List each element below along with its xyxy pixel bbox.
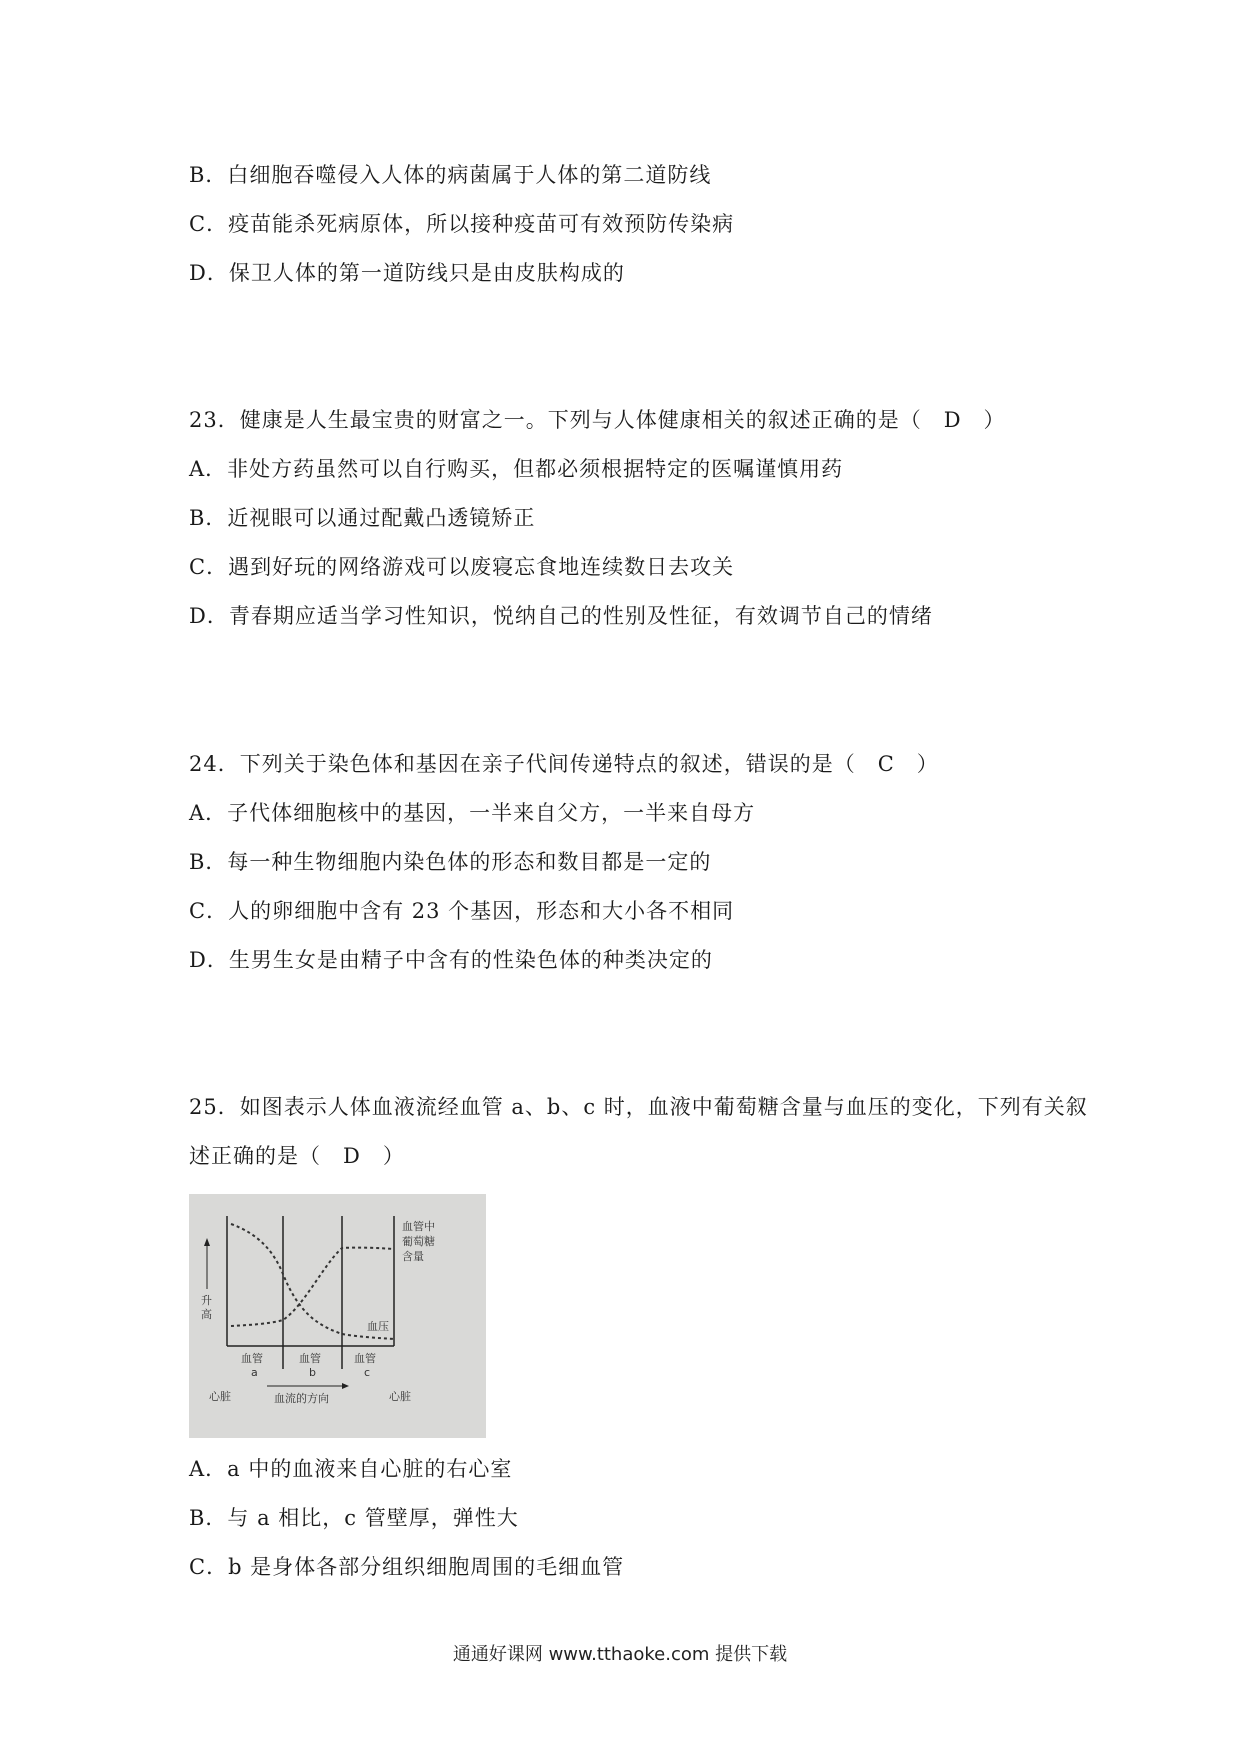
question-25-line-2: 述正确的是（ D ） (189, 1144, 405, 1168)
heart-right-label: 心脏 (389, 1390, 411, 1403)
option-25-b: B．与 a 相比，c 管壁厚，弹性大 (189, 1506, 519, 1530)
option-22-b: B．白细胞吞噬侵入人体的病菌属于人体的第二道防线 (189, 163, 712, 187)
vessel-c-letter: c (364, 1366, 371, 1379)
flow-direction-label: 血流的方向 (274, 1392, 329, 1405)
option-24-b: B．每一种生物细胞内染色体的形态和数目都是一定的 (189, 850, 712, 874)
option-24-d: D．生男生女是由精子中含有的性染色体的种类决定的 (189, 948, 713, 972)
vessel-b-label: 血管 (299, 1352, 321, 1365)
option-23-c: C．遇到好玩的网络游戏可以废寝忘食地连续数日去攻关 (189, 555, 735, 579)
question-24: 24．下列关于染色体和基因在亲子代间传递特点的叙述，错误的是（ C ） (189, 752, 939, 776)
option-23-b: B．近视眼可以通过配戴凸透镜矫正 (189, 506, 536, 530)
vessel-b-letter: b (309, 1366, 316, 1379)
option-24-c: C．人的卵细胞中含有 23 个基因，形态和大小各不相同 (189, 899, 735, 923)
pressure-label: 血压 (367, 1320, 389, 1333)
glucose-label-2: 葡萄糖 (402, 1235, 435, 1248)
question-23: 23．健康是人生最宝贵的财富之一。下列与人体健康相关的叙述正确的是（ D ） (189, 408, 1006, 432)
figure-background (189, 1194, 486, 1438)
page-footer: 通通好课网 www.tthaoke.com 提供下载 (452, 1644, 788, 1665)
option-25-a: A．a 中的血液来自心脏的右心室 (189, 1457, 513, 1481)
figure-diagram (189, 1194, 486, 1438)
option-22-d: D．保卫人体的第一道防线只是由皮肤构成的 (189, 261, 625, 285)
blood-vessel-figure (189, 1194, 486, 1438)
vessel-a-label: 血管 (241, 1352, 263, 1365)
vessel-c-label: 血管 (354, 1352, 376, 1365)
option-22-c: C．疫苗能杀死病原体，所以接种疫苗可有效预防传染病 (189, 212, 735, 236)
option-25-c: C．b 是身体各部分组织细胞周围的毛细血管 (189, 1555, 625, 1579)
y-label-1: 升 (201, 1294, 212, 1307)
y-label-2: 高 (201, 1308, 212, 1321)
option-23-a: A．非处方药虽然可以自行购买，但都必须根据特定的医嘱谨慎用药 (189, 457, 844, 481)
option-24-a: A．子代体细胞核中的基因，一半来自父方，一半来自母方 (189, 801, 756, 825)
question-25-line-1: 25．如图表示人体血液流经血管 a、b、c 时，血液中葡萄糖含量与血压的变化，下列有关叙 (189, 1095, 1088, 1119)
option-23-d: D．青春期应适当学习性知识，悦纳自己的性别及性征，有效调节自己的情绪 (189, 604, 933, 628)
glucose-label-3: 含量 (402, 1250, 424, 1263)
vessel-a-letter: a (251, 1366, 258, 1379)
heart-left-label: 心脏 (209, 1390, 231, 1403)
glucose-label-1: 血管中 (402, 1220, 435, 1233)
